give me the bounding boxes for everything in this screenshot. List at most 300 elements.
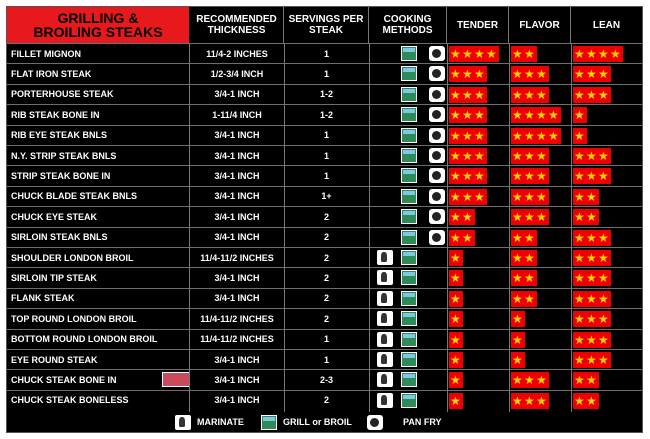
divider — [509, 43, 510, 412]
star-icon: ★ — [474, 128, 485, 143]
lean-rating-bar — [573, 189, 599, 205]
flavor-rating-bar — [511, 168, 549, 184]
star-icon: ★ — [450, 271, 461, 286]
star-icon: ★ — [586, 67, 597, 82]
star-icon: ★ — [512, 169, 523, 184]
grill-icon — [401, 393, 417, 408]
grill-icon — [401, 168, 417, 183]
star-icon: ★ — [586, 353, 597, 367]
star-icon: ★ — [512, 47, 523, 61]
servings-value: 2-3 — [319, 374, 333, 385]
star-icon: ★ — [524, 230, 535, 245]
star-icon: ★ — [462, 87, 473, 102]
steak-photo — [162, 372, 190, 387]
star-icon: ★ — [586, 149, 597, 163]
flavor-rating-bar — [511, 332, 525, 348]
star-icon: ★ — [462, 47, 473, 61]
lean-rating-bar — [573, 107, 587, 123]
thickness-value: 3/4-1 INCH — [214, 150, 260, 161]
pan-icon — [429, 107, 445, 122]
legend-panfry-label: PAN FRY — [403, 417, 442, 427]
grill-icon — [401, 148, 417, 163]
cooking-methods — [369, 350, 447, 369]
star-icon: ★ — [524, 87, 535, 102]
star-icon: ★ — [574, 291, 585, 306]
tender-rating-bar — [449, 352, 463, 368]
pan-icon — [429, 66, 445, 81]
star-icon: ★ — [450, 108, 461, 123]
tender-rating-bar — [449, 87, 487, 103]
star-icon: ★ — [512, 87, 523, 102]
legend-panfry — [367, 413, 442, 431]
star-icon: ★ — [574, 169, 585, 184]
servings-value: 1+ — [321, 191, 332, 202]
star-icon: ★ — [450, 67, 461, 82]
star-icon: ★ — [474, 67, 485, 82]
legend-grill-label: GRILL or BROIL — [283, 417, 352, 427]
star-icon: ★ — [574, 230, 585, 245]
tender-rating-bar — [449, 66, 487, 82]
grill-icon — [401, 291, 417, 306]
grill-icon — [401, 107, 417, 122]
star-icon: ★ — [586, 189, 597, 204]
lean-rating-bar — [573, 332, 611, 348]
marinate-icon — [377, 270, 393, 285]
star-icon: ★ — [524, 291, 535, 306]
steak-name: TOP ROUND LONDON BROIL — [11, 313, 137, 324]
steak-name: BOTTOM ROUND LONDON BROIL — [11, 334, 158, 345]
star-icon: ★ — [474, 47, 485, 61]
star-icon: ★ — [462, 149, 473, 163]
servings-value: 1 — [323, 354, 329, 365]
flavor-rating-bar — [511, 87, 549, 103]
star-icon: ★ — [474, 108, 485, 123]
star-icon: ★ — [450, 47, 461, 61]
steak-name: CHUCK STEAK BONE IN — [11, 374, 117, 385]
star-icon: ★ — [536, 108, 547, 123]
title-line-2: BROILING STEAKS — [33, 24, 163, 40]
star-icon: ★ — [598, 353, 609, 367]
steak-name: CHUCK STEAK BONELESS — [11, 395, 129, 406]
star-icon: ★ — [536, 373, 547, 388]
steak-chart — [6, 6, 643, 433]
cooking-methods — [369, 248, 447, 267]
table-row — [7, 308, 642, 328]
divider — [284, 43, 285, 412]
star-icon: ★ — [450, 393, 461, 408]
star-icon: ★ — [524, 210, 535, 225]
flavor-rating-bar — [511, 46, 537, 62]
star-icon: ★ — [536, 393, 547, 408]
cooking-methods — [369, 370, 447, 389]
star-icon: ★ — [450, 230, 461, 245]
star-icon: ★ — [574, 393, 585, 408]
marinate-icon — [175, 415, 191, 430]
star-icon: ★ — [450, 353, 461, 367]
lean-rating-bar — [573, 66, 611, 82]
table-row — [7, 227, 642, 247]
divider — [189, 43, 190, 412]
star-icon: ★ — [598, 271, 609, 286]
marinate-icon — [377, 332, 393, 347]
star-icon: ★ — [524, 271, 535, 286]
grill-icon — [401, 270, 417, 285]
legend-marinate — [175, 413, 244, 431]
tender-rating-bar — [449, 332, 463, 348]
star-icon: ★ — [598, 169, 609, 184]
star-icon: ★ — [598, 332, 609, 347]
steak-name: SHOULDER LONDON BROIL — [11, 252, 134, 263]
flavor-rating-bar — [511, 189, 549, 205]
star-icon: ★ — [524, 47, 535, 61]
lean-rating-bar — [573, 46, 623, 62]
star-icon: ★ — [450, 149, 461, 163]
grill-icon — [401, 209, 417, 224]
tender-rating-bar — [449, 230, 475, 246]
cooking-methods — [369, 187, 447, 206]
star-icon: ★ — [598, 291, 609, 306]
star-icon: ★ — [524, 108, 535, 123]
cooking-methods — [369, 391, 447, 410]
flavor-rating-bar — [511, 270, 537, 286]
servings-value: 1 — [323, 150, 329, 161]
lean-rating-bar — [573, 250, 611, 266]
tender-rating-bar — [449, 270, 463, 286]
star-icon: ★ — [574, 128, 585, 143]
table-row — [7, 288, 642, 308]
pan-icon — [429, 189, 445, 204]
star-icon: ★ — [536, 128, 547, 143]
steak-name: PORTERHOUSE STEAK — [11, 89, 114, 100]
thickness-value: 3/4-1 INCH — [214, 170, 260, 181]
thickness-value: 11/4-11/2 INCHES — [200, 252, 274, 263]
star-icon: ★ — [450, 169, 461, 184]
table-row — [7, 104, 642, 124]
servings-value: 2 — [323, 211, 329, 222]
star-icon: ★ — [512, 128, 523, 143]
servings-value: 1 — [323, 334, 329, 345]
table-row — [7, 267, 642, 287]
star-icon: ★ — [536, 149, 547, 163]
star-icon: ★ — [574, 87, 585, 102]
header-lean: LEAN — [592, 19, 621, 31]
grill-icon — [401, 128, 417, 143]
header-servings: SERVINGS PER STEAK — [284, 7, 369, 43]
thickness-value: 3/4-1 INCH — [214, 89, 260, 100]
marinate-icon — [377, 250, 393, 265]
servings-value: 1-2 — [319, 109, 333, 120]
thickness-value: 3/4-1 INCH — [214, 191, 260, 202]
table-row — [7, 186, 642, 206]
star-icon: ★ — [524, 393, 535, 408]
star-icon: ★ — [512, 251, 523, 265]
flavor-rating-bar — [511, 311, 525, 327]
lean-rating-bar — [573, 291, 611, 307]
tender-rating-bar — [449, 372, 463, 388]
star-icon: ★ — [586, 47, 597, 61]
table-row — [7, 125, 642, 145]
flavor-rating-bar — [511, 148, 549, 164]
star-icon: ★ — [574, 108, 585, 123]
star-icon: ★ — [536, 189, 547, 204]
steak-name: RIB EYE STEAK BNLS — [11, 130, 108, 141]
star-icon: ★ — [574, 189, 585, 204]
star-icon: ★ — [450, 128, 461, 143]
star-icon: ★ — [512, 291, 523, 306]
star-icon: ★ — [524, 128, 535, 143]
servings-value: 2 — [323, 232, 329, 243]
star-icon: ★ — [574, 149, 585, 163]
lean-rating-bar — [573, 270, 611, 286]
star-icon: ★ — [574, 47, 585, 61]
thickness-value: 11/4-11/2 INCHES — [200, 313, 274, 324]
table-row — [7, 390, 642, 410]
flavor-rating-bar — [511, 291, 537, 307]
header-methods: COOKING METHODS — [369, 7, 447, 43]
servings-value: 2 — [323, 313, 329, 324]
pan-icon — [367, 415, 383, 430]
table-row — [7, 206, 642, 226]
legend-grill — [261, 413, 352, 431]
star-icon: ★ — [512, 393, 523, 408]
star-icon: ★ — [586, 291, 597, 306]
star-icon: ★ — [450, 210, 461, 225]
star-icon: ★ — [462, 210, 473, 225]
lean-rating-bar — [573, 148, 611, 164]
star-icon: ★ — [548, 128, 559, 143]
grill-icon — [401, 230, 417, 245]
marinate-icon — [377, 352, 393, 367]
pan-icon — [429, 46, 445, 61]
star-icon: ★ — [586, 230, 597, 245]
cooking-methods — [369, 85, 447, 104]
cooking-methods — [369, 105, 447, 124]
marinate-icon — [377, 291, 393, 306]
star-icon: ★ — [574, 312, 585, 327]
steak-name: RIB STEAK BONE IN — [11, 109, 100, 120]
star-icon: ★ — [486, 47, 497, 61]
table-row — [7, 369, 642, 389]
star-icon: ★ — [598, 251, 609, 265]
star-icon: ★ — [548, 108, 559, 123]
table-row — [7, 43, 642, 63]
servings-value: 1-2 — [319, 89, 333, 100]
cooking-methods — [369, 44, 447, 63]
star-icon: ★ — [512, 373, 523, 388]
star-icon: ★ — [574, 373, 585, 388]
tender-rating-bar — [449, 107, 487, 123]
steak-name: STRIP STEAK BONE IN — [11, 170, 111, 181]
grill-icon — [401, 189, 417, 204]
star-icon: ★ — [450, 189, 461, 204]
servings-value: 2 — [323, 293, 329, 304]
steak-name: EYE ROUND STEAK — [11, 354, 98, 365]
tender-rating-bar — [449, 291, 463, 307]
thickness-value: 1/2-3/4 INCH — [210, 68, 264, 79]
star-icon: ★ — [586, 210, 597, 225]
star-icon: ★ — [450, 87, 461, 102]
star-icon: ★ — [610, 47, 621, 61]
star-icon: ★ — [536, 169, 547, 184]
star-icon: ★ — [598, 47, 609, 61]
star-icon: ★ — [524, 251, 535, 265]
steak-name: FLAT IRON STEAK — [11, 68, 92, 79]
servings-value: 2 — [323, 395, 329, 406]
grill-icon — [401, 250, 417, 265]
star-icon: ★ — [598, 312, 609, 327]
thickness-value: 11/4-2 INCHES — [206, 48, 268, 59]
table-row — [7, 165, 642, 185]
star-icon: ★ — [524, 169, 535, 184]
star-icon: ★ — [512, 332, 523, 347]
star-icon: ★ — [586, 251, 597, 265]
legend-marinate-label: MARINATE — [197, 417, 244, 427]
star-icon: ★ — [598, 67, 609, 82]
cooking-methods — [369, 64, 447, 83]
star-icon: ★ — [474, 87, 485, 102]
grill-icon — [401, 332, 417, 347]
thickness-value: 3/4-1 INCH — [214, 293, 260, 304]
star-icon: ★ — [586, 87, 597, 102]
star-icon: ★ — [462, 108, 473, 123]
star-icon: ★ — [474, 169, 485, 184]
star-icon: ★ — [474, 149, 485, 163]
pan-icon — [429, 209, 445, 224]
tender-rating-bar — [449, 311, 463, 327]
steak-name: FILLET MIGNON — [11, 48, 81, 59]
tender-rating-bar — [449, 46, 499, 62]
star-icon: ★ — [462, 230, 473, 245]
flavor-rating-bar — [511, 107, 561, 123]
tender-rating-bar — [449, 168, 487, 184]
star-icon: ★ — [536, 67, 547, 82]
pan-icon — [429, 128, 445, 143]
flavor-rating-bar — [511, 66, 549, 82]
star-icon: ★ — [450, 251, 461, 265]
chart-title — [7, 7, 189, 43]
star-icon: ★ — [524, 67, 535, 82]
thickness-value: 3/4-1 INCH — [214, 374, 260, 385]
tender-rating-bar — [449, 250, 463, 266]
star-icon: ★ — [462, 189, 473, 204]
grill-icon — [401, 311, 417, 326]
star-icon: ★ — [512, 353, 523, 367]
star-icon: ★ — [598, 87, 609, 102]
table-row — [7, 349, 642, 369]
divider — [369, 43, 370, 412]
star-icon: ★ — [512, 210, 523, 225]
pan-icon — [429, 87, 445, 102]
lean-rating-bar — [573, 393, 599, 409]
lean-rating-bar — [573, 128, 587, 144]
table-row — [7, 63, 642, 83]
servings-value: 2 — [323, 252, 329, 263]
lean-rating-bar — [573, 311, 611, 327]
flavor-rating-bar — [511, 230, 537, 246]
cooking-methods — [369, 146, 447, 165]
star-icon: ★ — [586, 373, 597, 388]
star-icon: ★ — [474, 189, 485, 204]
star-icon: ★ — [524, 149, 535, 163]
star-icon: ★ — [574, 210, 585, 225]
star-icon: ★ — [586, 332, 597, 347]
steak-name: CHUCK EYE STEAK — [11, 211, 98, 222]
header-tender: TENDER — [447, 7, 509, 43]
header-thickness: RECOMMENDED THICKNESS — [190, 7, 284, 43]
star-icon: ★ — [462, 67, 473, 82]
grill-icon — [401, 66, 417, 81]
star-icon: ★ — [536, 87, 547, 102]
steak-name: SIRLOIN STEAK BNLS — [11, 232, 108, 243]
grill-icon — [401, 87, 417, 102]
servings-value: 2 — [323, 272, 329, 283]
grill-icon — [401, 46, 417, 61]
star-icon: ★ — [512, 271, 523, 286]
tender-rating-bar — [449, 209, 475, 225]
star-icon: ★ — [512, 149, 523, 163]
steak-name: SIRLOIN TIP STEAK — [11, 272, 97, 283]
star-icon: ★ — [512, 67, 523, 82]
thickness-value: 3/4-1 INCH — [214, 354, 260, 365]
title-line-1: GRILLING & — [57, 10, 139, 26]
divider — [571, 43, 572, 412]
flavor-rating-bar — [511, 209, 549, 225]
star-icon: ★ — [512, 312, 523, 327]
flavor-rating-bar — [511, 250, 537, 266]
flavor-rating-bar — [511, 352, 525, 368]
flavor-rating-bar — [511, 128, 561, 144]
divider — [447, 43, 448, 412]
star-icon: ★ — [462, 169, 473, 184]
flavor-rating-bar — [511, 372, 549, 388]
pan-icon — [429, 230, 445, 245]
servings-value: 1 — [323, 48, 329, 59]
grill-icon — [401, 372, 417, 387]
steak-name: CHUCK BLADE STEAK BNLS — [11, 191, 137, 202]
grill-icon — [261, 415, 277, 430]
star-icon: ★ — [536, 210, 547, 225]
table-row — [7, 145, 642, 165]
star-icon: ★ — [450, 291, 461, 306]
star-icon: ★ — [512, 230, 523, 245]
star-icon: ★ — [598, 149, 609, 163]
cooking-methods — [369, 268, 447, 287]
servings-value: 1 — [323, 68, 329, 79]
marinate-icon — [377, 372, 393, 387]
cooking-methods — [369, 289, 447, 308]
star-icon: ★ — [512, 108, 523, 123]
tender-rating-bar — [449, 128, 487, 144]
star-icon: ★ — [598, 230, 609, 245]
star-icon: ★ — [586, 271, 597, 286]
lean-rating-bar — [573, 352, 611, 368]
lean-rating-bar — [573, 168, 611, 184]
star-icon: ★ — [574, 332, 585, 347]
star-icon: ★ — [512, 189, 523, 204]
star-icon: ★ — [574, 271, 585, 286]
star-icon: ★ — [574, 353, 585, 367]
thickness-value: 3/4-1 INCH — [214, 211, 260, 222]
star-icon: ★ — [574, 251, 585, 265]
star-icon: ★ — [586, 312, 597, 327]
star-icon: ★ — [450, 312, 461, 327]
steak-name: FLANK STEAK — [11, 293, 75, 304]
thickness-value: 3/4-1 INCH — [214, 272, 260, 283]
header-flavor: FLAVOR — [509, 7, 571, 43]
cooking-methods — [369, 207, 447, 226]
marinate-icon — [377, 393, 393, 408]
table-row — [7, 247, 642, 267]
